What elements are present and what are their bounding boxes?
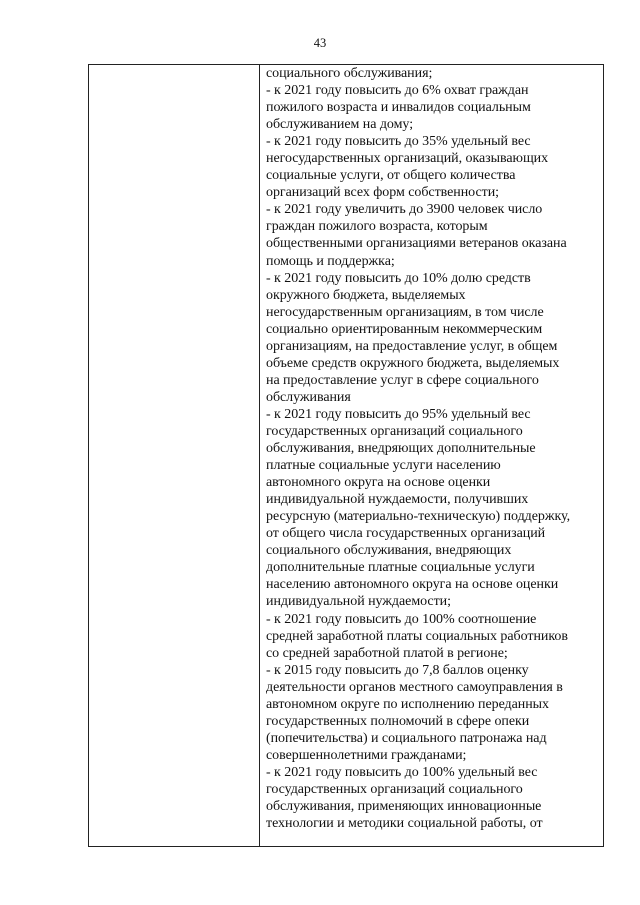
text-line: - к 2021 году повысить до 35% удельный вес xyxy=(266,134,531,150)
text-line: негосударственным организациям, в том числе xyxy=(266,304,544,320)
text-line: платные социальные услуги населению xyxy=(266,458,501,474)
text-line: автономном округе по исполнению переданных xyxy=(266,696,549,712)
text-line: - к 2015 году повысить до 7,8 баллов оценку xyxy=(266,662,529,678)
text-line: - к 2021 году повысить до 6% охват граждан xyxy=(266,83,529,99)
text-line: (попечительства) и социального патронажа над xyxy=(266,730,547,746)
text-line: индивидуальной нуждаемости, получивших xyxy=(266,492,529,508)
text-line: - к 2021 году повысить до 95% удельный вес xyxy=(266,406,531,422)
text-line: государственных организаций социального xyxy=(266,781,523,797)
text-line: на предоставление услуг в сфере социального xyxy=(266,372,539,388)
text-line: социальные услуги, от общего количества xyxy=(266,168,516,184)
text-line: ресурсную (материально-техническую) поддержку, xyxy=(266,509,571,525)
text-line: от общего числа государственных организаций xyxy=(266,526,546,542)
text-line: - к 2021 году увеличить до 3900 человек число xyxy=(266,202,543,218)
text-line: дополнительные платные социальные услуги xyxy=(266,560,535,576)
text-line: негосударственных организаций, оказывающих xyxy=(266,151,549,167)
text-line: организаций всех форм собственности; xyxy=(266,185,499,201)
text-line: общественными организациями ветеранов оказана xyxy=(266,236,567,252)
text-line: социального обслуживания; xyxy=(266,66,433,81)
text-line: окружного бюджета, выделяемых xyxy=(266,287,466,303)
text-line: со средней заработной платой в регионе; xyxy=(266,645,508,661)
text-line: государственных организаций социального xyxy=(266,423,523,439)
text-line: помощь и поддержка; xyxy=(266,253,395,269)
document-table xyxy=(88,64,604,847)
text-line: обслуживания xyxy=(266,389,351,405)
text-line: обслуживанием на дому; xyxy=(266,117,414,133)
text-line: деятельности органов местного самоуправления в xyxy=(266,679,563,695)
text-line: совершеннолетними гражданами; xyxy=(266,747,467,763)
text-line: граждан пожилого возраста, которым xyxy=(266,219,488,235)
text-line: технологии и методики социальной работы, от xyxy=(266,816,543,832)
text-line: - к 2021 году повысить до 100% удельный вес xyxy=(266,764,538,780)
text-line: автономного округа на основе оценки xyxy=(266,475,491,491)
text-line: пожилого возраста и инвалидов социальным xyxy=(266,100,531,116)
page-number: 43 xyxy=(313,36,327,50)
text-line: объеме средств окружного бюджета, выделяемых xyxy=(266,355,560,371)
text-line: населению автономного округа на основе оценки xyxy=(266,577,559,593)
text-line: - к 2021 году повысить до 10% долю средств xyxy=(266,270,531,286)
table-cell-text xyxy=(266,65,602,846)
text-line: - к 2021 году повысить до 100% соотношение xyxy=(266,611,537,627)
text-line: обслуживания, применяющих инновационные xyxy=(266,799,542,815)
column-divider xyxy=(259,65,260,846)
text-line: организациям, на предоставление услуг, в общем xyxy=(266,338,558,354)
text-line: социального обслуживания, внедряющих xyxy=(266,543,512,559)
text-line: индивидуальной нуждаемости; xyxy=(266,594,451,610)
text-line: социально ориентированным некоммерческим xyxy=(266,321,543,337)
text-line: обслуживания, внедряющих дополнительные xyxy=(266,441,536,457)
text-line: государственных полномочий в сфере опеки xyxy=(266,713,530,729)
text-line: средней заработной платы социальных работников xyxy=(266,628,568,644)
